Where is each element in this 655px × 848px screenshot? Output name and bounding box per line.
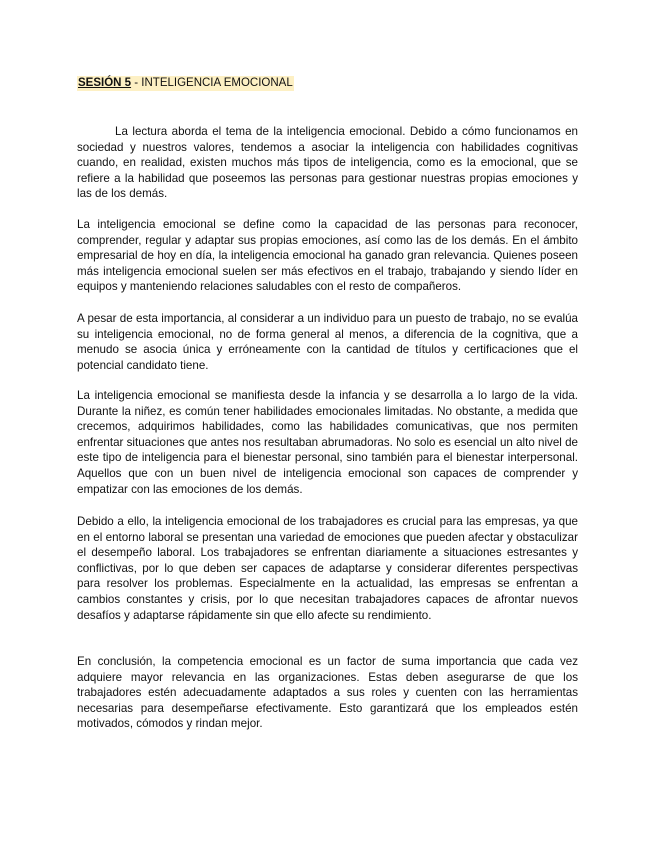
paragraph-workplace: Debido a ello, la inteligencia emocional de los trabajadores es crucial para las empresas, ya que en el entorno laboral se presentan una variedad de emociones que pueden afectar y obstaculizar el desempeño laboral. Los trabajadores se enfrentan diariamente a situaciones estresantes y conflictivas, por lo que deben ser capaces de adaptarse y considerar diferentes perspectivas para resolver los problemas. Especialmente en la actualidad, las empresas se enfrentan a cambios constantes y crisis, por lo que necesitan trabajadores capaces de afrontar nuevos desafíos y adaptarse rápidamente sin que ello afecte su rendimiento.: [77, 515, 578, 622]
heading-separator: -: [131, 77, 142, 89]
paragraph-development: La inteligencia emocional se manifiesta desde la infancia y se desarrolla a lo largo de la vida. Durante la niñez, es común tener habilidades emocionales limitadas. No obstante, a medida que crecemos, adquirimos habilidades, como las habilidades comunicativas, que nos permiten enfrentar situaciones que antes nos resultaban abrumadoras. No solo es esencial un alto nivel de este tipo de inteligencia para el bienestar personal, sino también para el bienestar interpersonal. Aquellos que con un buen nivel de inteligencia emocional son capaces de comprender y empatizar con las emociones de los demás.: [77, 389, 578, 496]
paragraph-introduction: La lectura aborda el tema de la inteligencia emocional. Debido a cómo funcionamos en sociedad y nuestros valores, tendemos a asociar la inteligencia con habilidades cognitivas cuando, en realidad, existen muchos más tipos de inteligencia, como es la emocional, que se refiere a la habilidad que poseemos las personas para gestionar nuestras propias emociones y las de los demás.: [77, 125, 578, 201]
paragraph-conclusion: En conclusión, la competencia emocional es un factor de suma importancia que cada vez adquiere mayor relevancia en las organizaciones. Estas deben asegurarse de que los trabajadores estén adecuadamente adaptados a sus roles y cuenten con las herramientas necesarias para desempeñarse efectivamente. Esto garantizará que los empleados estén motivados, cómodos y rindan mejor.: [77, 655, 578, 731]
paragraph-evaluation: A pesar de esta importancia, al considerar a un individuo para un puesto de trabajo, no se evalúa su inteligencia emocional, no de forma general al menos, a diferencia de la cognitiva, que a menudo se asocia única y erróneamente con la cantidad de títulos y certificaciones que el potencial candidato tiene.: [77, 312, 578, 372]
session-heading: [77, 76, 294, 91]
paragraph-definition: La inteligencia emocional se define como la capacidad de las personas para reconocer, comprender, regular y adaptar sus propias emociones, así como las de los demás. En el ámbito empresarial de hoy en día, la inteligencia emocional ha ganado gran relevancia. Quienes poseen más inteligencia emocional suelen ser más efectivos en el trabajo, trabajando y siendo líder en equipos y manteniendo relaciones saludables con el resto de compañeros.: [77, 218, 578, 294]
session-label: SESIÓN 5: [78, 77, 132, 89]
session-title: INTELIGENCIA EMOCIONAL: [141, 77, 293, 89]
